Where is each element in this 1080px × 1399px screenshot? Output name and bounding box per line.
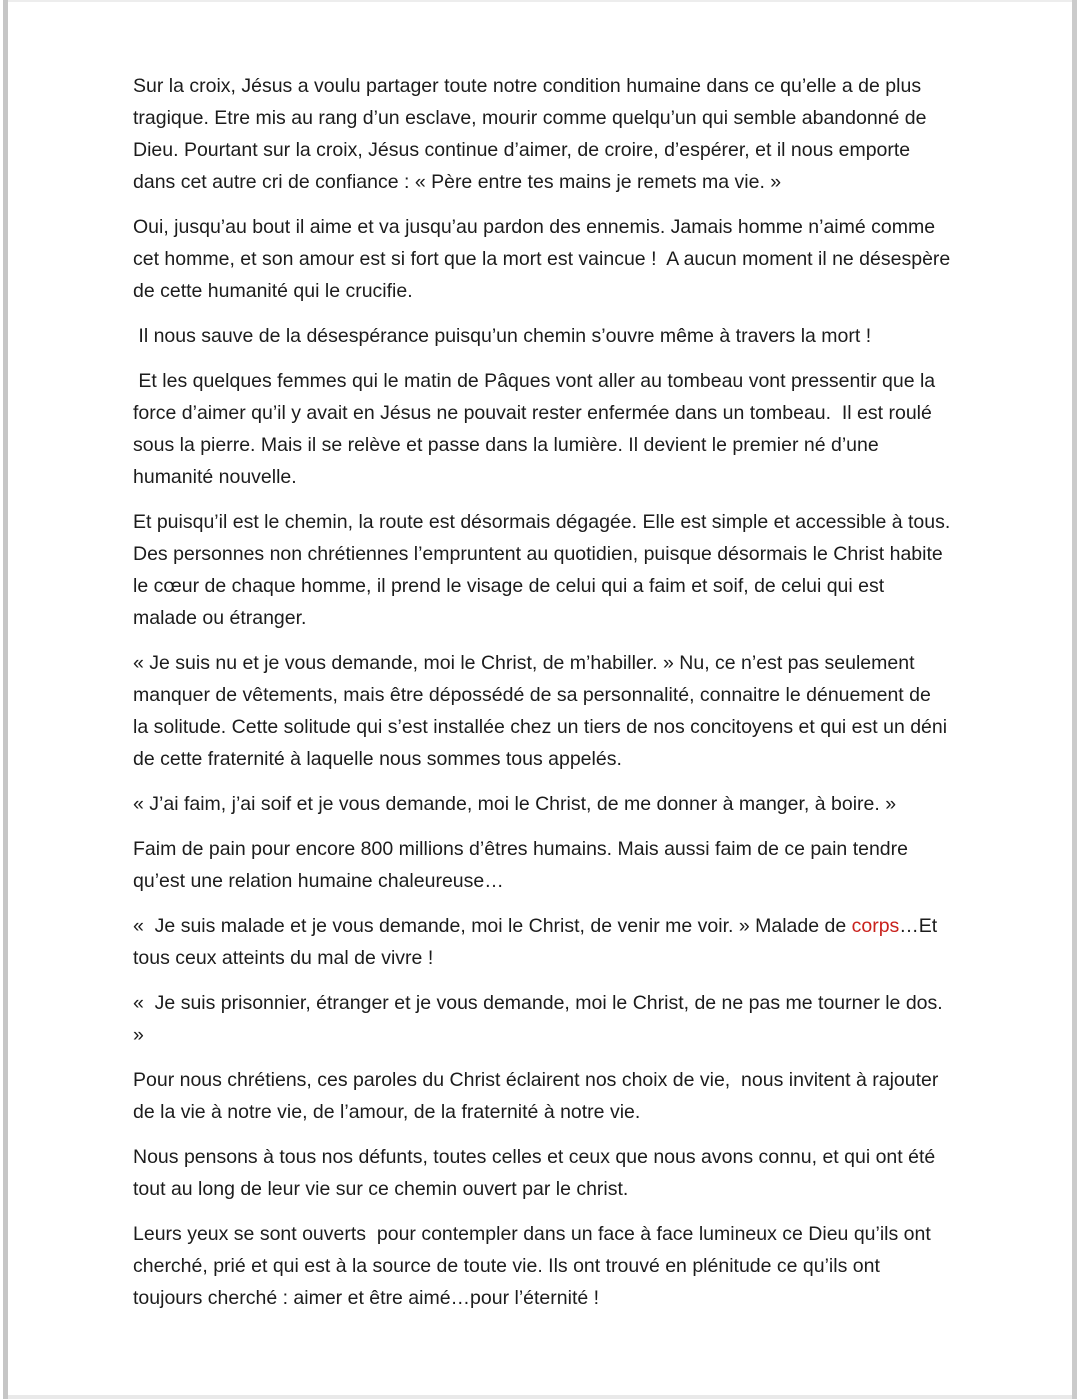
text-run: Il nous sauve de la désespérance puisqu’un chemin s’ouvre même à travers la mort ! bbox=[133, 325, 872, 347]
text-run: Pour nous chrétiens, ces paroles du Christ éclairent nos choix de vie, nous invitent à rajouter de la vie à notre vie, de l’amour, de la fraternité à notre vie. bbox=[133, 1069, 944, 1123]
text-run: …Et tous ceux atteints du mal de vivre ! bbox=[133, 915, 943, 969]
paragraph bbox=[133, 70, 951, 198]
paragraph bbox=[133, 647, 951, 775]
page-edge-bottom bbox=[8, 1395, 1072, 1399]
paragraph bbox=[133, 211, 956, 307]
text-run: « J’ai faim, j’ai soif et je vous demande, moi le Christ, de me donner à manger, à boire. » bbox=[133, 793, 897, 815]
page-edge-right bbox=[1072, 0, 1077, 1399]
text-run: Leurs yeux se sont ouverts pour contempler dans un face à face lumineux ce Dieu qu’ils ont cherché, prié et qui est à la source de toute vie. Ils ont trouvé en plénitude ce qu’ils ont toujours cherché : aimer et être aimé…pour l’éternité ! bbox=[133, 1223, 937, 1309]
red-word: corps bbox=[851, 915, 900, 937]
text-run: Sur la croix, Jésus a voulu partager toute notre condition humaine dans ce qu’elle a de plus tragique. Etre mis au rang d’un esclave, mourir comme quelqu’un qui semble abandonné de Dieu. Pourtant sur la croix, Jésus continue d’aimer, de croire, d’espérer, et il nous emporte dans cet autre cri de confiance : « Père entre tes mains je remets ma vie. » bbox=[133, 75, 932, 193]
text-run: Et les quelques femmes qui le matin de Pâques vont aller au tombeau vont pressentir que la force d’aimer qu’il y avait en Jésus ne pouvait rester enfermée dans un tombeau. Il est roulé sous la pierre. Mais il se relève et passe dans la lumière. Il devient le premier né d’une humanité nouvelle. bbox=[133, 370, 941, 488]
page-edge-left bbox=[3, 0, 8, 1399]
paragraph bbox=[133, 506, 956, 634]
paragraph bbox=[133, 788, 951, 820]
paragraph bbox=[133, 833, 951, 897]
paragraph bbox=[133, 1141, 951, 1205]
text-run: Et puisqu’il est le chemin, la route est désormais dégagée. Elle est simple et accessible à tous. Des personnes non chrétiennes l’empruntent au quotidien, puisque désormais le Christ habite le cœur de chaque homme, il prend le visage de celui qui a faim et soif, de celui qui est malade ou étranger. bbox=[133, 511, 956, 629]
paragraph bbox=[133, 365, 951, 493]
paragraph bbox=[133, 1218, 951, 1314]
page-edge-top bbox=[8, 0, 1072, 2]
paragraph bbox=[133, 987, 951, 1051]
paragraph bbox=[133, 320, 951, 352]
document-body bbox=[133, 70, 956, 1327]
text-run: Faim de pain pour encore 800 millions d’êtres humains. Mais aussi faim de ce pain tendre qu’est une relation humaine chaleureuse… bbox=[133, 838, 914, 892]
text-run: « Je suis prisonnier, étranger et je vous demande, moi le Christ, de ne pas me tourner le dos. » bbox=[133, 992, 949, 1046]
text-run: Nous pensons à tous nos défunts, toutes celles et ceux que nous avons connu, et qui ont été tout au long de leur vie sur ce chemin ouvert par le christ. bbox=[133, 1146, 941, 1200]
paragraph bbox=[133, 1064, 951, 1128]
text-run: « Je suis malade et je vous demande, moi le Christ, de venir me voir. » Malade de bbox=[133, 915, 852, 937]
text-run: « Je suis nu et je vous demande, moi le Christ, de m’habiller. » Nu, ce n’est pas seulement manquer de vêtements, mais être dépossédé de sa personnalité, connaitre le dénuement de la solitude. Cette solitude qui s’est installée chez un tiers de nos concitoyens et qui est un déni de cette fraternité à laquelle nous sommes tous appelés. bbox=[133, 652, 953, 770]
paragraph bbox=[133, 910, 951, 974]
text-run: Oui, jusqu’au bout il aime et va jusqu’au pardon des ennemis. Jamais homme n’aimé comme cet homme, et son amour est si fort que la mort est vaincue ! A aucun moment il ne désespère de cette humanité qui le crucifie. bbox=[133, 216, 956, 302]
